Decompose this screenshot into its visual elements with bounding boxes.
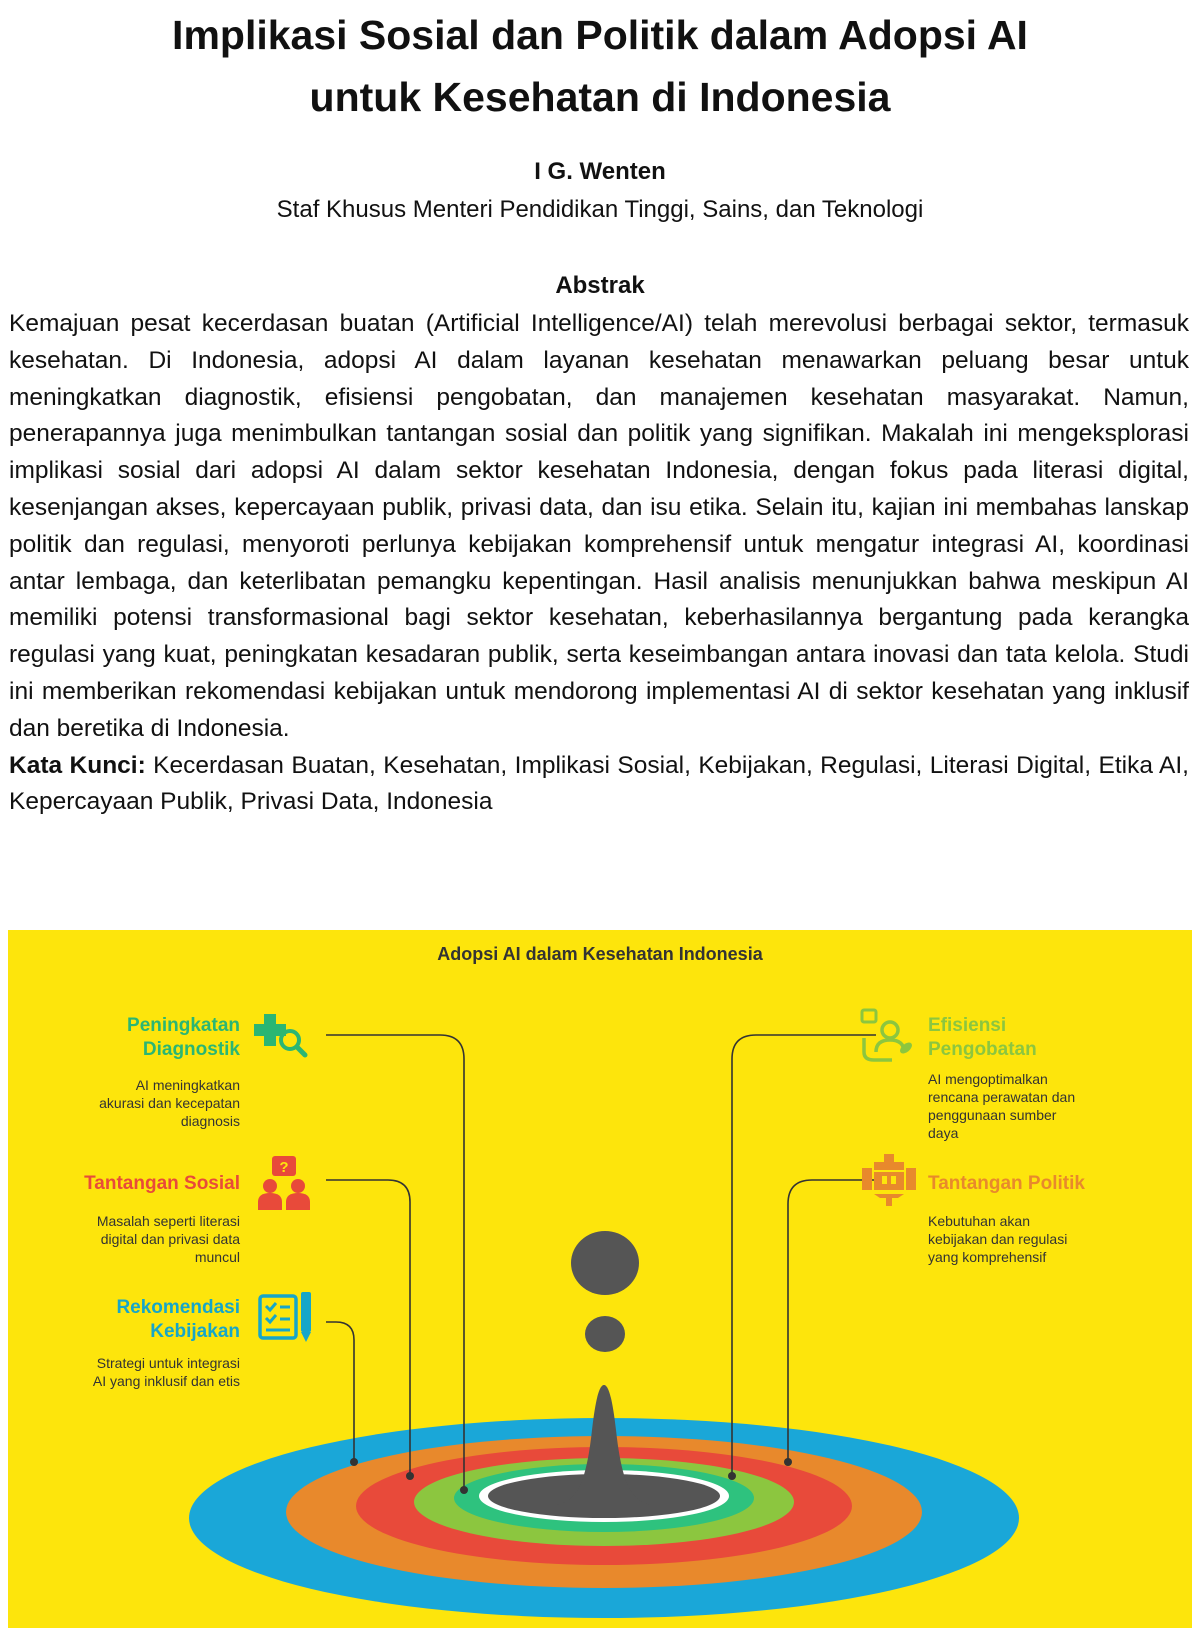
efisiensi-desc-line-4: daya xyxy=(928,1125,959,1141)
paper-title xyxy=(0,4,1200,128)
sosial-desc-line-2: digital dan privasi data xyxy=(100,1231,240,1247)
title-line-2: untuk Kesehatan di Indonesia xyxy=(309,74,891,120)
patient-care-icon xyxy=(860,1008,916,1062)
dot-sosial xyxy=(406,1472,414,1480)
diagnostik-title-line-2: Diagnostik xyxy=(142,1039,240,1060)
water-drop-large xyxy=(571,1231,639,1295)
medical-cross-search-icon xyxy=(252,1010,318,1060)
dot-politik xyxy=(784,1458,792,1466)
politik-title: Tantangan Politik xyxy=(928,1173,1085,1194)
sosial-desc-line-3: muncul xyxy=(194,1249,240,1265)
government-building-icon xyxy=(860,1154,918,1206)
politik-desc-line-1: Kebutuhan akan xyxy=(928,1213,1030,1229)
politik-desc-line-3: yang komprehensif xyxy=(928,1249,1047,1265)
diagnostik-desc-line-2: akurasi dan kecepatan xyxy=(99,1095,240,1111)
sosial-title: Tantangan Sosial xyxy=(84,1173,240,1194)
efisiensi-title-line-1: Efisiensi xyxy=(928,1015,1007,1036)
diagnostik-desc-line-3: diagnosis xyxy=(180,1113,240,1129)
checklist-pen-icon xyxy=(258,1290,316,1344)
efisiensi-desc-line-2: rencana perawatan dan xyxy=(928,1089,1076,1105)
connector-efisiensi xyxy=(732,1035,876,1476)
kebijakan-title-line-2: Kebijakan xyxy=(150,1321,240,1342)
diagnostik-desc xyxy=(28,1076,240,1130)
infographic-figure xyxy=(8,930,1192,1628)
abstract-block xyxy=(9,306,1189,821)
keywords xyxy=(9,748,1189,822)
efisiensi-desc-line-3: penggunaan sumber xyxy=(928,1107,1057,1123)
efisiensi-title xyxy=(928,1014,1138,1062)
efisiensi-desc xyxy=(928,1070,1148,1142)
abstract-text: Kemajuan pesat kecerdasan buatan (Artificial Intelligence/AI) telah merevolusi berbagai sektor, termasuk kesehatan. Di Indonesia, adopsi AI dalam layanan kesehatan menawarkan peluang besar untuk meningkatkan diagnostik, efisiensi pengobatan, dan manajemen kesehatan masyarakat. Namun, penerapannya juga menimbulkan tantangan sosial dan politik yang signifikan. Makalah ini mengeksplorasi implikasi sosial dari adopsi AI dalam sektor kesehatan Indonesia, dengan fokus pada literasi digital, kesenjangan akses, kepercayaan publik, privasi data, dan isu etika. Selain itu, kajian ini membahas lanskap politik dan regulasi, menyoroti perlunya kebijakan komprehensif untuk mengatur integrasi AI, koordinasi antar lembaga, dan keterlibatan pemangku kepentingan. Hasil analisis menunjukkan bahwa meskipun AI memiliki potensi transformasional bagi sektor kesehatan, keberhasilannya bergantung pada kerangka regulasi yang kuat, peningkatan kesadaran publik, serta keseimbangan antara inovasi dan tata kelola. Studi ini memberikan rekomendasi kebijakan untuk mendorong implementasi AI di sektor kesehatan yang inklusif dan beretika di Indonesia. xyxy=(9,310,1189,742)
keywords-text: Kecerdasan Buatan, Kesehatan, Implikasi Sosial, Kebijakan, Regulasi, Literasi Digital, Etika AI, Kepercayaan Publik, Privasi Data, Indonesia xyxy=(9,751,1189,816)
kebijakan-title-line-1: Rekomendasi xyxy=(116,1297,240,1318)
kebijakan-title xyxy=(28,1296,240,1344)
sosial-desc xyxy=(28,1212,240,1266)
efisiensi-desc-line-1: AI mengoptimalkan xyxy=(928,1071,1048,1087)
kebijakan-desc xyxy=(28,1354,240,1390)
connector-politik xyxy=(788,1180,876,1462)
politik-desc xyxy=(928,1212,1148,1266)
author-affiliation: Staf Khusus Menteri Pendidikan Tinggi, Sains, dan Teknologi xyxy=(276,196,924,223)
author-name: I G. Wenten xyxy=(534,158,666,185)
abstract-heading: Abstrak xyxy=(555,272,645,299)
dot-efisiensi xyxy=(728,1472,736,1480)
svg-text:?: ? xyxy=(279,1159,289,1176)
diagnostik-title xyxy=(28,1014,240,1062)
keywords-label: Kata Kunci: xyxy=(9,751,146,779)
title-line-1: Implikasi Sosial dan Politik dalam Adopsi AI xyxy=(172,12,1028,58)
figure-title: Adopsi AI dalam Kesehatan Indonesia xyxy=(437,944,763,964)
people-question-icon xyxy=(256,1156,312,1210)
diagnostik-title-line-1: Peningkatan xyxy=(127,1015,240,1036)
dot-kebijakan xyxy=(350,1458,358,1466)
diagnostik-desc-line-1: AI meningkatkan xyxy=(135,1077,240,1093)
water-drop-small xyxy=(585,1316,625,1352)
politik-desc-line-2: kebijakan dan regulasi xyxy=(928,1231,1068,1247)
connector-diagnostik xyxy=(326,1035,464,1490)
kebijakan-desc-line-1: Strategi untuk integrasi xyxy=(96,1355,240,1371)
dot-diagnostik xyxy=(460,1486,468,1494)
sosial-desc-line-1: Masalah seperti literasi xyxy=(96,1213,240,1229)
kebijakan-desc-line-2: AI yang inklusif dan etis xyxy=(92,1373,240,1389)
efisiensi-title-line-2: Pengobatan xyxy=(928,1039,1037,1060)
